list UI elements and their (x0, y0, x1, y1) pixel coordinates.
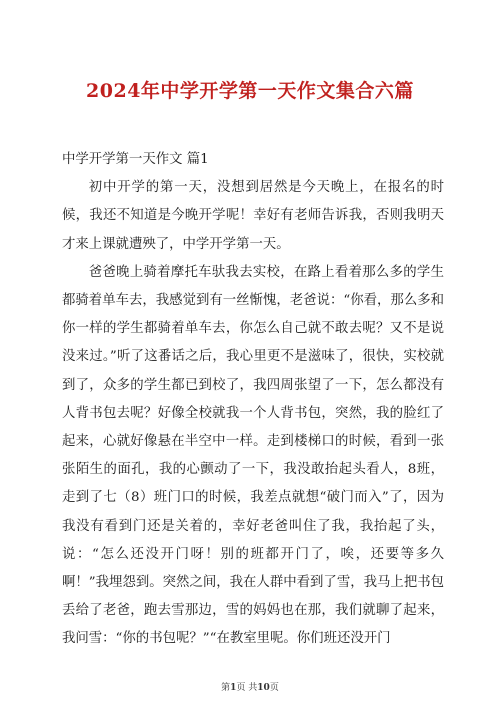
document-body (62, 146, 444, 654)
current-page-number: 1 (230, 683, 237, 693)
document-title: 2024年中学开学第一天作文集合六篇 (86, 80, 414, 102)
footer-prefix: 第 (221, 683, 231, 693)
footer-suffix: 页 (269, 683, 279, 693)
section-heading: 中学开学第一天作文 篇1 (62, 152, 209, 167)
total-page-count: 10 (257, 683, 270, 693)
footer-middle: 页 共 (236, 683, 258, 693)
paragraph-2: 爸爸晚上骑着摩托车驮我去实校，在路上看着那么多的学生都骑着单车去，我感觉到有一丝惭愧，老爸说：“你看，那么多和你一样的学生都骑着单车去，你怎么自己就不敢去呢？又不是说没来过。”听了这番话之后，我心里更不是滋味了，很快，实校就到了，众多的学生都已到校了，我四周张望了一下，怎么都没有人背书包去呢？好像全校就我一个人背书包，突然，我的脸红了起来，心就好像悬在半空中一样。走到楼梯口的时候，看到一张张陌生的面孔，我的心颤动了一下，我没敢抬起头看人，8班，走到了七（8）班门口的时候，我差点就想“破门而入”了，因为我没有看到门还是关着的，幸好老爸叫住了我，我抬起了头，说：“怎么还没开门呀！别的班都开门了，唉，还要等多久啊！”我埋怨到。突然之间，我在人群中看到了雪，我马上把书包丢给了老爸，跑去雪那边，雪的妈妈也在那，我们就聊了起来，我问雪：“你的书包呢？”“在教室里呢。你们班还没开门 (62, 264, 444, 647)
page-footer (0, 682, 500, 694)
paragraph-1: 初中开学的第一天，没想到居然是今天晚上，在报名的时候，我还不知道是今晚开学呢！幸好有老师告诉我，否则我明天才来上课就遭殃了，中学开学第一天。 (62, 180, 444, 252)
